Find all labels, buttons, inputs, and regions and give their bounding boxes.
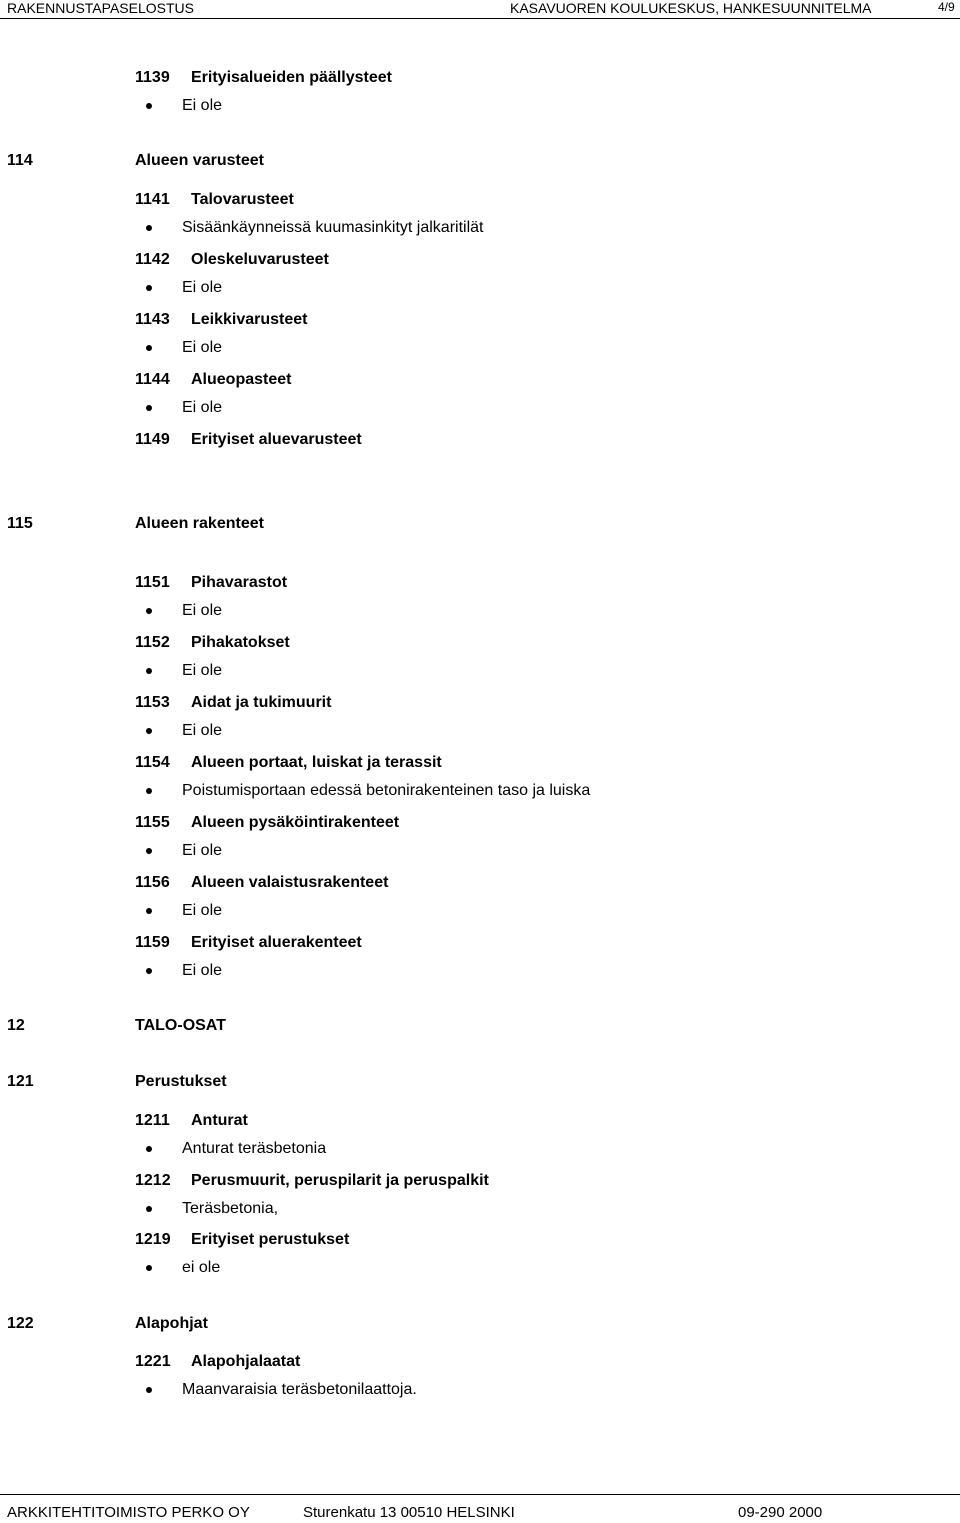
section-number: 1212 (135, 1172, 171, 1189)
section-title: Alapohjat (135, 1315, 208, 1332)
list-item-text: Ei ole (182, 662, 223, 679)
section-heading-1139 (135, 69, 392, 87)
section-heading-1151 (135, 574, 287, 592)
section-number: 121 (7, 1073, 34, 1090)
bullet-icon (146, 728, 152, 734)
section-title: Perustukset (135, 1073, 227, 1090)
section-number: 1139 (135, 69, 170, 86)
bullet-icon (146, 285, 152, 291)
footer-phone: 09-290 2000 (738, 1504, 823, 1521)
section-title: Pihakatokset (191, 634, 290, 651)
bullet-icon (146, 788, 152, 794)
section-heading-1152 (135, 634, 290, 652)
list-item-text: Ei ole (182, 722, 223, 739)
list-item-text: Ei ole (182, 842, 223, 859)
section-title: Perusmuurit, peruspilarit ja peruspalkit (191, 1172, 489, 1189)
section-heading-1154 (135, 754, 442, 772)
section-title: Oleskeluvarusteet (191, 251, 329, 268)
section-number: 1159 (135, 934, 170, 951)
section-title: Alueen varusteet (135, 152, 264, 169)
section-title: Alapohjalaatat (191, 1353, 301, 1370)
page-header (0, 0, 960, 19)
section-number: 1154 (135, 754, 170, 771)
section-heading-1142 (135, 251, 329, 269)
section-number: 114 (7, 152, 33, 169)
section-number: 1142 (135, 251, 170, 268)
header-page-number: 4/9 (938, 0, 955, 14)
list-item-text: Ei ole (182, 339, 223, 356)
bullet-icon (146, 908, 152, 914)
section-heading-1159 (135, 934, 362, 952)
section-title: TALO-OSAT (135, 1017, 226, 1034)
section-heading-1141 (135, 191, 294, 209)
section-heading-1143 (135, 311, 308, 329)
bullet-icon (146, 405, 152, 411)
section-number: 1143 (135, 311, 170, 328)
bullet-icon (146, 608, 152, 614)
section-number: 12 (7, 1017, 25, 1034)
section-title: Alueen rakenteet (135, 515, 264, 532)
section-number: 1155 (135, 814, 170, 831)
section-number: 1221 (135, 1353, 171, 1370)
section-title: Talovarusteet (191, 191, 294, 208)
section-title: Leikkivarusteet (191, 311, 308, 328)
section-title: Erityiset aluevarusteet (191, 431, 362, 448)
section-title: Erityisalueiden päällysteet (191, 69, 392, 86)
section-title: Erityiset perustukset (191, 1231, 350, 1248)
bullet-icon (146, 103, 152, 109)
section-heading-1149 (135, 431, 362, 449)
section-number: 115 (7, 515, 33, 532)
list-item-text: Ei ole (182, 279, 223, 296)
list-item-text: Ei ole (182, 902, 223, 919)
list-item-text: Ei ole (182, 399, 223, 416)
section-heading-1153 (135, 694, 331, 712)
bullet-icon (146, 1387, 152, 1393)
section-number: 122 (7, 1315, 34, 1332)
list-item-text: Ei ole (182, 602, 223, 619)
footer-company: ARKKITEHTITOIMISTO PERKO OY (7, 1504, 250, 1521)
section-title: Alueopasteet (191, 371, 292, 388)
section-heading-1144 (135, 371, 291, 389)
section-heading-1156 (135, 874, 388, 892)
section-heading-1211 (135, 1112, 248, 1130)
section-number: 1219 (135, 1231, 171, 1248)
header-project-title: KASAVUOREN KOULUKESKUS, HANKESUUNNITELMA (510, 0, 872, 16)
footer-address: Sturenkatu 13 00510 HELSINKI (303, 1504, 515, 1521)
section-heading-1221 (135, 1353, 300, 1371)
bullet-icon (146, 1206, 152, 1212)
section-number: 1156 (135, 874, 170, 891)
list-item-text: Ei ole (182, 962, 223, 979)
section-number: 1144 (135, 371, 170, 388)
list-item-text: Teräsbetonia, (182, 1200, 279, 1217)
bullet-icon (146, 1265, 152, 1271)
bullet-icon (146, 968, 152, 974)
section-title: Alueen pysäköintirakenteet (191, 814, 400, 831)
section-heading-1212 (135, 1172, 489, 1190)
list-item-text: Poistumisportaan edessä betonirakenteinen taso ja luiska (182, 782, 591, 799)
list-item-text: Maanvaraisia teräsbetonilaattoja. (182, 1381, 417, 1398)
list-item-text: Anturat teräsbetonia (182, 1140, 327, 1157)
section-number: 1211 (135, 1112, 170, 1129)
bullet-icon (146, 668, 152, 674)
section-heading-1155 (135, 814, 399, 832)
section-number: 1149 (135, 431, 170, 448)
header-document-type: RAKENNUSTAPASELOSTUS (7, 0, 194, 16)
list-item-text: Ei ole (182, 97, 223, 114)
section-title: Alueen portaat, luiskat ja terassit (191, 754, 442, 771)
section-title: Alueen valaistusrakenteet (191, 874, 389, 891)
section-title: Pihavarastot (191, 574, 288, 591)
list-item-text: Sisäänkäynneissä kuumasinkityt jalkaritilät (182, 219, 484, 236)
section-title: Anturat (191, 1112, 248, 1129)
bullet-icon (146, 1146, 152, 1152)
section-number: 1152 (135, 634, 170, 651)
section-number: 1151 (135, 574, 170, 591)
bullet-icon (146, 225, 152, 231)
section-heading-1219 (135, 1231, 349, 1249)
list-item-text: ei ole (182, 1259, 221, 1276)
section-number: 1141 (135, 191, 170, 208)
page-footer (0, 1494, 960, 1523)
section-number: 1153 (135, 694, 170, 711)
section-title: Aidat ja tukimuurit (191, 694, 332, 711)
bullet-icon (146, 345, 152, 351)
section-title: Erityiset aluerakenteet (191, 934, 362, 951)
bullet-icon (146, 848, 152, 854)
